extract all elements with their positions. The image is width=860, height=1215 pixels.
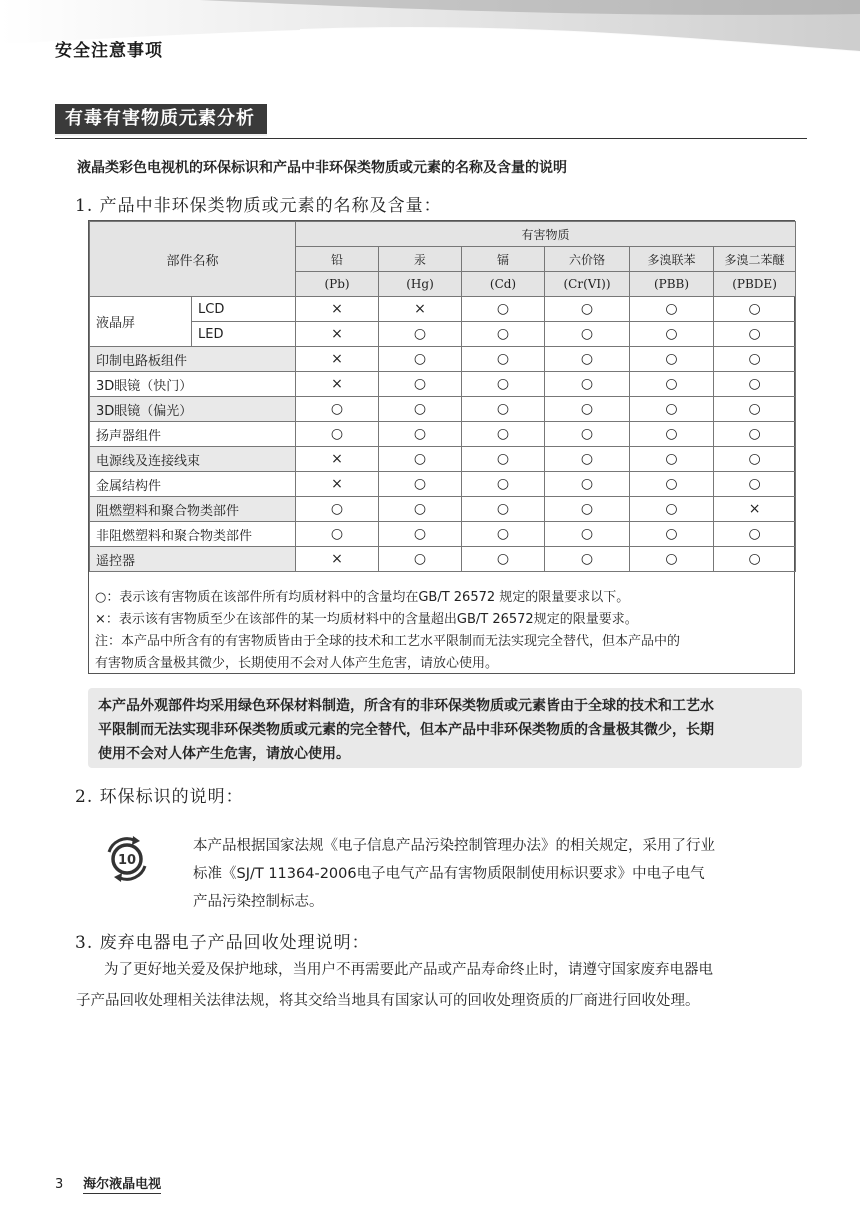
row-label: 阻燃塑料和聚合物类部件 bbox=[90, 497, 296, 522]
cell: ○ bbox=[545, 547, 630, 572]
statement-line: 使用不会对人体产生危害，请放心使用。 bbox=[98, 746, 350, 762]
row-label: 3D眼镜（偏光） bbox=[90, 397, 296, 422]
row-sub-label: LCD bbox=[192, 297, 296, 322]
cell: ○ bbox=[296, 397, 379, 422]
row-label: 印制电路板组件 bbox=[90, 347, 296, 372]
cell: ○ bbox=[630, 522, 714, 547]
page-footer bbox=[55, 1173, 161, 1194]
cell: ○ bbox=[545, 447, 630, 472]
hazard-table-box bbox=[88, 220, 795, 674]
cell: ○ bbox=[379, 397, 462, 422]
substance-name: 铅 bbox=[296, 247, 379, 272]
cell: ○ bbox=[462, 522, 545, 547]
cell: ○ bbox=[379, 547, 462, 572]
heading-2: 2. 环保标识的说明： bbox=[75, 787, 244, 807]
row-label: 非阻燃塑料和聚合物类部件 bbox=[90, 522, 296, 547]
cell: ○ bbox=[714, 397, 796, 422]
cell: ○ bbox=[462, 547, 545, 572]
table-row bbox=[90, 422, 796, 447]
eco-logo-number: 10 bbox=[117, 853, 137, 868]
cell: ○ bbox=[462, 322, 545, 347]
substance-symbol: (Hg) bbox=[379, 272, 462, 297]
cell: × bbox=[296, 447, 379, 472]
table-row bbox=[90, 397, 796, 422]
cell: ○ bbox=[714, 372, 796, 397]
cell: ○ bbox=[296, 497, 379, 522]
hazard-table bbox=[89, 221, 796, 572]
cell: ○ bbox=[714, 447, 796, 472]
cell: ○ bbox=[379, 497, 462, 522]
table-row bbox=[90, 547, 796, 572]
recycle-description bbox=[76, 955, 713, 1017]
cell: ○ bbox=[630, 347, 714, 372]
row-label: 遥控器 bbox=[90, 547, 296, 572]
eco-line: 产品污染控制标志。 bbox=[193, 894, 324, 910]
cell: ○ bbox=[462, 472, 545, 497]
page-header-title: 安全注意事项 bbox=[55, 41, 163, 61]
eco-line: 标准《SJ/T 11364-2006电子电气产品有害物质限制使用标识要求》中电子电气 bbox=[193, 866, 705, 882]
cell: ○ bbox=[462, 397, 545, 422]
statement-line: 平限制而无法实现非环保类物质或元素的完全替代，但本产品中非环保类物质的含量极其微少，长期 bbox=[98, 722, 714, 738]
part-name-header: 部件名称 bbox=[90, 222, 296, 297]
cell: ○ bbox=[714, 522, 796, 547]
cell: ○ bbox=[630, 447, 714, 472]
table-row bbox=[90, 447, 796, 472]
cell: ○ bbox=[296, 522, 379, 547]
cell: × bbox=[296, 347, 379, 372]
cell: ○ bbox=[714, 547, 796, 572]
hazard-group-header: 有害物质 bbox=[296, 222, 796, 247]
cell: ○ bbox=[462, 297, 545, 322]
cell: ○ bbox=[630, 397, 714, 422]
intro-text: 液晶类彩色电视机的环保标识和产品中非环保类物质或元素的名称及含量的说明 bbox=[77, 160, 567, 176]
cell: ○ bbox=[714, 322, 796, 347]
eco-line: 本产品根据国家法规《电子信息产品污染控制管理办法》的相关规定，采用了行业 bbox=[193, 838, 715, 854]
table-row bbox=[90, 322, 796, 347]
cell: ○ bbox=[545, 297, 630, 322]
cell: × bbox=[296, 472, 379, 497]
cell: ○ bbox=[630, 422, 714, 447]
section-title-bar bbox=[55, 104, 807, 139]
environmental-protection-period-icon bbox=[104, 836, 150, 882]
cell: ○ bbox=[545, 322, 630, 347]
section-title: 有毒有害物质元素分析 bbox=[55, 104, 267, 136]
cell: ○ bbox=[379, 372, 462, 397]
recycle-line: 为了更好地关爱及保护地球，当用户不再需要此产品或产品寿命终止时，请遵守国家废弃电器电 bbox=[104, 962, 713, 978]
cell: ○ bbox=[545, 472, 630, 497]
cell: ○ bbox=[714, 297, 796, 322]
cell: × bbox=[714, 497, 796, 522]
table-row bbox=[90, 347, 796, 372]
row-label: 扬声器组件 bbox=[90, 422, 296, 447]
cell: ○ bbox=[379, 322, 462, 347]
cell: ○ bbox=[714, 472, 796, 497]
cell: × bbox=[296, 322, 379, 347]
cell: × bbox=[296, 372, 379, 397]
substance-name: 多溴联苯 bbox=[630, 247, 714, 272]
substance-name: 六价铬 bbox=[545, 247, 630, 272]
substance-name: 镉 bbox=[462, 247, 545, 272]
eco-label-description bbox=[193, 832, 715, 916]
substance-symbol: (PBDE) bbox=[714, 272, 796, 297]
substance-symbol: (Cr(VI)) bbox=[545, 272, 630, 297]
cell: ○ bbox=[379, 447, 462, 472]
cell: ○ bbox=[545, 522, 630, 547]
cell: ○ bbox=[545, 397, 630, 422]
cell: ○ bbox=[379, 347, 462, 372]
cell: ○ bbox=[630, 372, 714, 397]
cell: ○ bbox=[462, 422, 545, 447]
row-label: 电源线及连接线束 bbox=[90, 447, 296, 472]
cell: ○ bbox=[296, 422, 379, 447]
cell: ○ bbox=[462, 447, 545, 472]
substance-symbol: (PBB) bbox=[630, 272, 714, 297]
statement-box bbox=[88, 688, 802, 768]
lcd-group-label: 液晶屏 bbox=[90, 297, 192, 347]
cell: ○ bbox=[379, 422, 462, 447]
table-row bbox=[90, 372, 796, 397]
cell: ○ bbox=[462, 372, 545, 397]
cell: ○ bbox=[462, 347, 545, 372]
row-label: 金属结构件 bbox=[90, 472, 296, 497]
cell: × bbox=[296, 547, 379, 572]
substance-name: 多溴二苯醚 bbox=[714, 247, 796, 272]
heading-1: 1. 产品中非环保类物质或元素的名称及含量： bbox=[75, 196, 442, 216]
table-row bbox=[90, 497, 796, 522]
heading-3: 3. 废弃电器电子产品回收处理说明： bbox=[75, 933, 370, 953]
statement-line: 本产品外观部件均采用绿色环保材料制造，所含有的非环保类物质或元素皆由于全球的技术和工艺水 bbox=[98, 698, 714, 714]
substance-symbol: (Pb) bbox=[296, 272, 379, 297]
footer-brand: 海尔液晶电视 bbox=[83, 1173, 161, 1194]
recycle-line: 子产品回收处理相关法律法规，将其交给当地具有国家认可的回收处理资质的厂商进行回收处理。 bbox=[76, 993, 700, 1009]
row-sub-label: LED bbox=[192, 322, 296, 347]
note-line: 有害物质含量极其微少，长期使用不会对人体产生危害，请放心使用。 bbox=[95, 656, 499, 671]
table-row bbox=[90, 472, 796, 497]
table-row bbox=[90, 297, 796, 322]
note-line: ×：表示该有害物质至少在该部件的某一均质材料中的含量超出GB/T 26572规定的限量要求。 bbox=[95, 612, 638, 627]
cell: ○ bbox=[379, 522, 462, 547]
substance-name: 汞 bbox=[379, 247, 462, 272]
table-notes bbox=[95, 587, 795, 675]
note-line: ○：表示该有害物质在该部件所有均质材料中的含量均在GB/T 26572 规定的限量要求以下。 bbox=[95, 590, 630, 605]
cell: ○ bbox=[545, 422, 630, 447]
cell: ○ bbox=[545, 347, 630, 372]
table-row bbox=[90, 522, 796, 547]
cell: ○ bbox=[630, 322, 714, 347]
cell: ○ bbox=[714, 347, 796, 372]
cell: ○ bbox=[630, 472, 714, 497]
cell: ○ bbox=[462, 497, 545, 522]
cell: × bbox=[379, 297, 462, 322]
cell: ○ bbox=[714, 422, 796, 447]
cell: ○ bbox=[379, 472, 462, 497]
cell: ○ bbox=[545, 372, 630, 397]
page-number: 3 bbox=[55, 1177, 64, 1192]
cell: ○ bbox=[545, 497, 630, 522]
cell: × bbox=[296, 297, 379, 322]
row-label: 3D眼镜（快门） bbox=[90, 372, 296, 397]
cell: ○ bbox=[630, 497, 714, 522]
note-line: 注：本产品中所含有的有害物质皆由于全球的技术和工艺水平限制而无法实现完全替代，但本产品中的 bbox=[95, 634, 681, 649]
cell: ○ bbox=[630, 297, 714, 322]
cell: ○ bbox=[630, 547, 714, 572]
substance-symbol: (Cd) bbox=[462, 272, 545, 297]
